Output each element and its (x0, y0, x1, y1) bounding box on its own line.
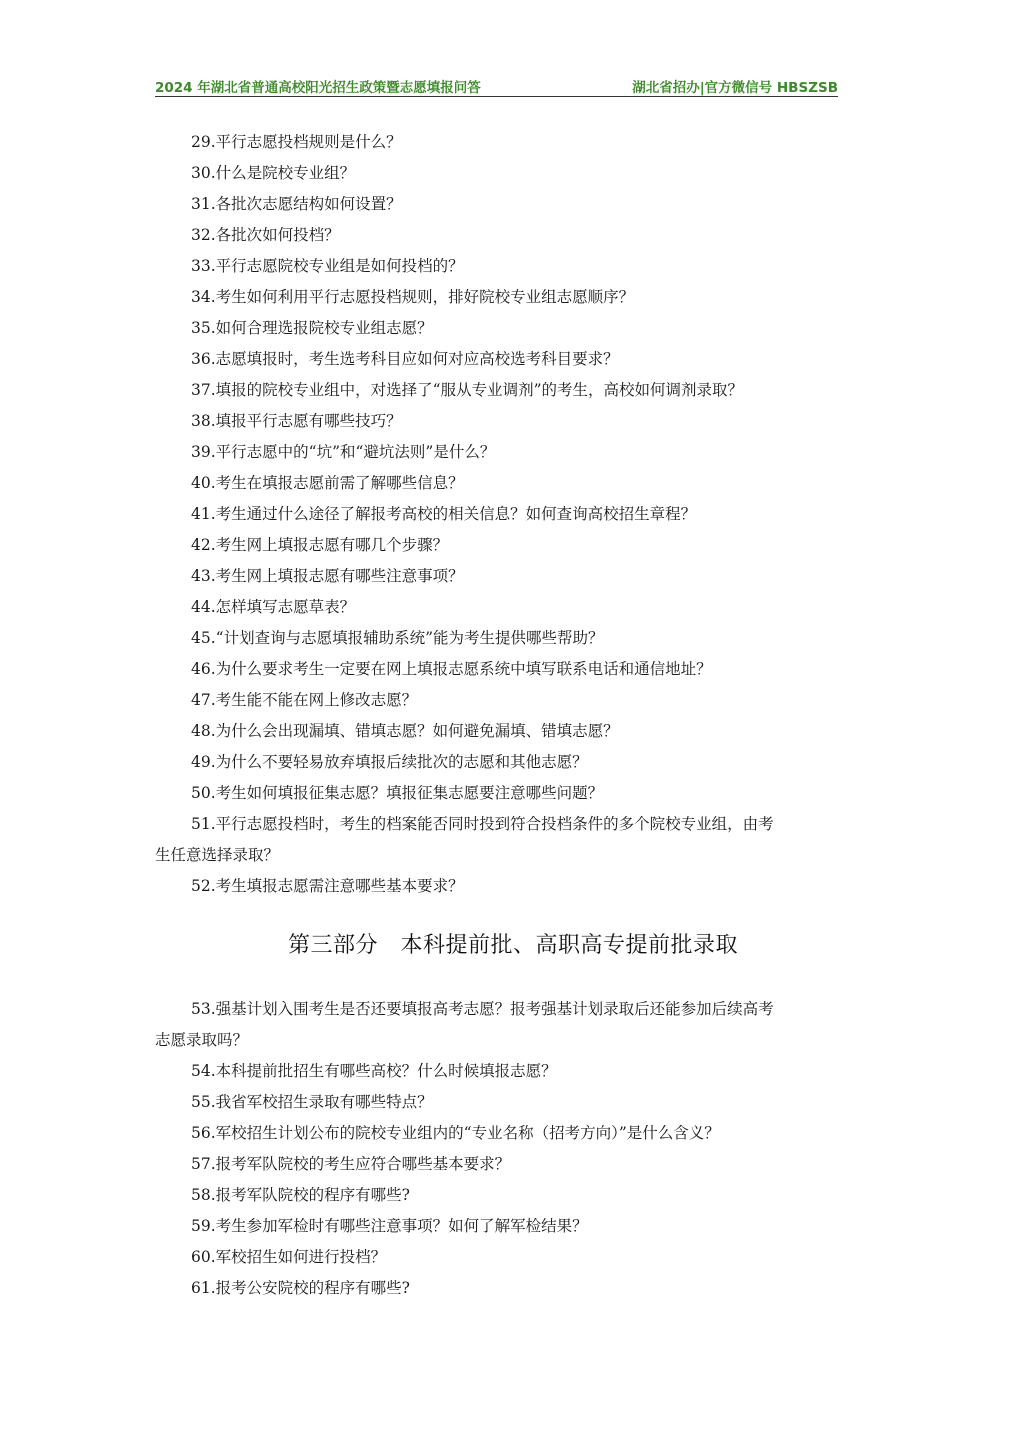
question-item: 56.军校招生计划公布的院校专业组内的“专业名称（招考方向）”是什么含义？ (191, 1124, 720, 1142)
question-item: 33.平行志愿院校专业组是如何投档的？ (191, 257, 464, 275)
question-item (155, 994, 871, 1056)
header-title: 2024 年湖北省普通高校阳光招生政策暨志愿填报问答 (155, 80, 481, 96)
question-item: 50.考生如何填报征集志愿？填报征集志愿要注意哪些问题？ (191, 784, 604, 802)
question-item: 59.考生参加军检时有哪些注意事项？如何了解军检结果？ (191, 1217, 588, 1235)
question-item: 44.怎样填写志愿草表？ (191, 598, 356, 616)
question-item: 55.我省军校招生录取有哪些特点？ (191, 1093, 433, 1111)
question-item: 34.考生如何利用平行志愿投档规则，排好院校专业组志愿顺序？ (191, 288, 635, 306)
question-item: 54.本科提前批招生有哪些高校？什么时候填报志愿？ (191, 1062, 557, 1080)
question-line-continued: 生任意选择录取？ (155, 846, 280, 864)
question-item: 49.为什么不要轻易放弃填报后续批次的志愿和其他志愿？ (191, 753, 588, 771)
question-item: 30.什么是院校专业组？ (191, 164, 356, 182)
question-item: 37.填报的院校专业组中，对选择了“服从专业调剂”的考生，高校如何调剂录取？ (191, 381, 744, 399)
question-item: 46.为什么要求考生一定要在网上填报志愿系统中填写联系电话和通信地址？ (191, 660, 712, 678)
question-item: 42.考生网上填报志愿有哪几个步骤？ (191, 536, 449, 554)
page-header (155, 74, 838, 97)
question-list (155, 127, 871, 1304)
question-item: 35.如何合理选报院校专业组志愿？ (191, 319, 433, 337)
question-item: 52.考生填报志愿需注意哪些基本要求？ (191, 877, 464, 895)
question-item: 61.报考公安院校的程序有哪些? (191, 1279, 410, 1297)
question-item: 57.报考军队院校的考生应符合哪些基本要求？ (191, 1155, 511, 1173)
question-item: 41.考生通过什么途径了解报考高校的相关信息？如何查询高校招生章程？ (191, 505, 697, 523)
question-item: 47.考生能不能在网上修改志愿？ (191, 691, 418, 709)
question-item: 36.志愿填报时，考生选考科目应如何对应高校选考科目要求？ (191, 350, 619, 368)
question-item (155, 809, 871, 871)
question-item: 43.考生网上填报志愿有哪些注意事项？ (191, 567, 464, 585)
question-item: 58.报考军队院校的程序有哪些? (191, 1186, 410, 1204)
question-line: 53.强基计划入围考生是否还要填报高考志愿？报考强基计划录取后还能参加后续高考 (191, 1000, 774, 1018)
question-line-continued: 志愿录取吗？ (155, 1031, 249, 1049)
question-item: 31.各批次志愿结构如何设置？ (191, 195, 402, 213)
question-item: 60.军校招生如何进行投档？ (191, 1248, 387, 1266)
question-item: 45.“计划查询与志愿填报辅助系统”能为考生提供哪些帮助？ (191, 629, 604, 647)
header-source: 湖北省招办|官方微信号 HBSZSB (632, 80, 838, 96)
section-title: 第三部分 本科提前批、高职高专提前批录取 (287, 933, 738, 958)
question-item: 48.为什么会出现漏填、错填志愿？如何避免漏填、错填志愿？ (191, 722, 619, 740)
question-item: 39.平行志愿中的“坑”和“避坑法则”是什么？ (191, 443, 496, 461)
question-item: 29.平行志愿投档规则是什么？ (191, 133, 402, 151)
question-line: 51.平行志愿投档时，考生的档案能否同时投到符合投档条件的多个院校专业组，由考 (191, 815, 774, 833)
question-item: 38.填报平行志愿有哪些技巧？ (191, 412, 402, 430)
question-item: 32.各批次如何投档？ (191, 226, 340, 244)
question-item: 40.考生在填报志愿前需了解哪些信息？ (191, 474, 464, 492)
